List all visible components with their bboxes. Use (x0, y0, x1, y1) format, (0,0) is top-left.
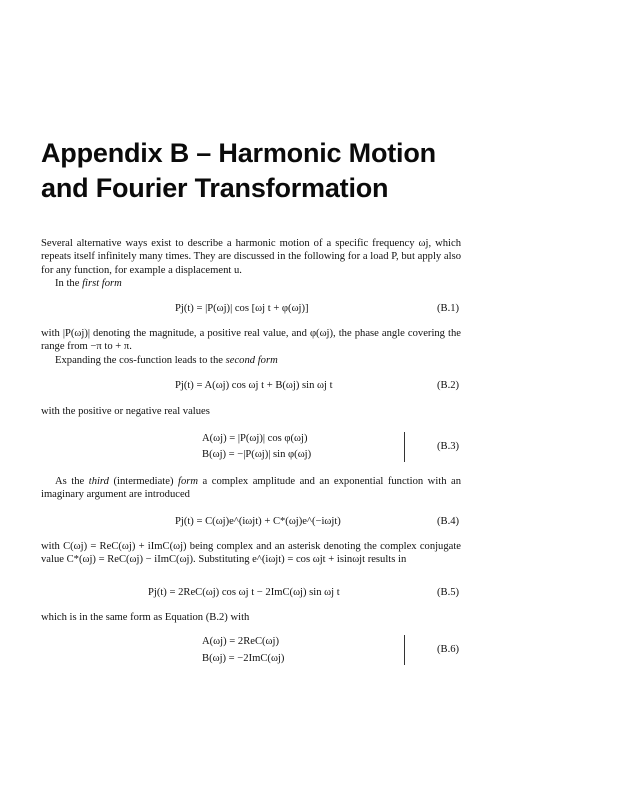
second-form-term: second form (225, 355, 278, 366)
equation-b4: Pj(t) = C(ωj)e^(iωjt) + C*(ωj)e^(−iωjt) (175, 516, 341, 527)
equation-b1: Pj(t) = |P(ωj)| cos [ωj t + φ(ωj)] (175, 303, 309, 314)
second-form-intro-text: Expanding the cos-function leads to the (55, 355, 226, 366)
equation-b6-brace (404, 635, 405, 665)
equation-b2-number: (B.2) (437, 380, 460, 391)
equation-b5-number: (B.5) (437, 587, 460, 598)
third-form-form-term: form (178, 476, 199, 487)
real-values-paragraph: with the positive or negative real values (41, 406, 210, 417)
appendix-title-line-1: Appendix B – Harmonic Motion (41, 138, 436, 168)
third-form-text-c: a complex amplitude and an exponential function with an imaginary argument are introduced (41, 476, 462, 501)
appendix-title-line-2: and Fourier Transformation (41, 173, 389, 203)
equation-b3-line-1: A(ωj) = |P(ωj)| cos φ(ωj) (202, 433, 308, 444)
first-form-intro (41, 277, 461, 290)
third-form-text-b: (intermediate) (108, 476, 178, 487)
same-form-paragraph: which is in the same form as Equation (B.2) with (41, 612, 250, 623)
complex-conjugate-paragraph: with C(ωj) = ReC(ωj) + iImC(ωj) being complex and an asterisk denoting the complex conjugate value C*(ωj) = ReC(ωj) − iImC(ωj). Substituting e^(iωjt) = cos ωjt + isinωjt results in (41, 541, 461, 566)
equation-b2: Pj(t) = A(ωj) cos ωj t + B(ωj) sin ωj t (175, 380, 333, 391)
equation-b1-number: (B.1) (437, 303, 460, 314)
intro-paragraph: Several alternative ways exist to describe a harmonic motion of a specific frequency ωj, which repeats itself infinitely many times. They are discussed in the following for a load P, but apply also for any function, for example a displacement u. (41, 238, 461, 276)
magnitude-paragraph: with |P(ωj)| denoting the magnitude, a positive real value, and φ(ωj), the phase angle covering the range from −π to + π. (41, 328, 461, 353)
equation-b5: Pj(t) = 2ReC(ωj) cos ωj t − 2ImC(ωj) sin ωj t (148, 587, 340, 598)
appendix-title (41, 136, 581, 206)
equation-b3-brace (404, 432, 405, 462)
equation-b6-line-1: A(ωj) = 2ReC(ωj) (202, 636, 279, 647)
equation-b6-line-2: B(ωj) = −2ImC(ωj) (202, 653, 285, 664)
second-form-intro (41, 354, 461, 367)
third-form-term: third (88, 476, 109, 487)
equation-b6-number: (B.6) (437, 644, 460, 655)
equation-b3-line-2: B(ωj) = −|P(ωj)| sin φ(ωj) (202, 449, 312, 460)
equation-b4-number: (B.4) (437, 516, 460, 527)
first-form-term: first form (82, 278, 122, 289)
equation-b3-number: (B.3) (437, 441, 460, 452)
first-form-intro-text: In the (55, 278, 83, 289)
third-form-text-a: As the (55, 476, 89, 487)
third-form-paragraph (41, 475, 461, 502)
